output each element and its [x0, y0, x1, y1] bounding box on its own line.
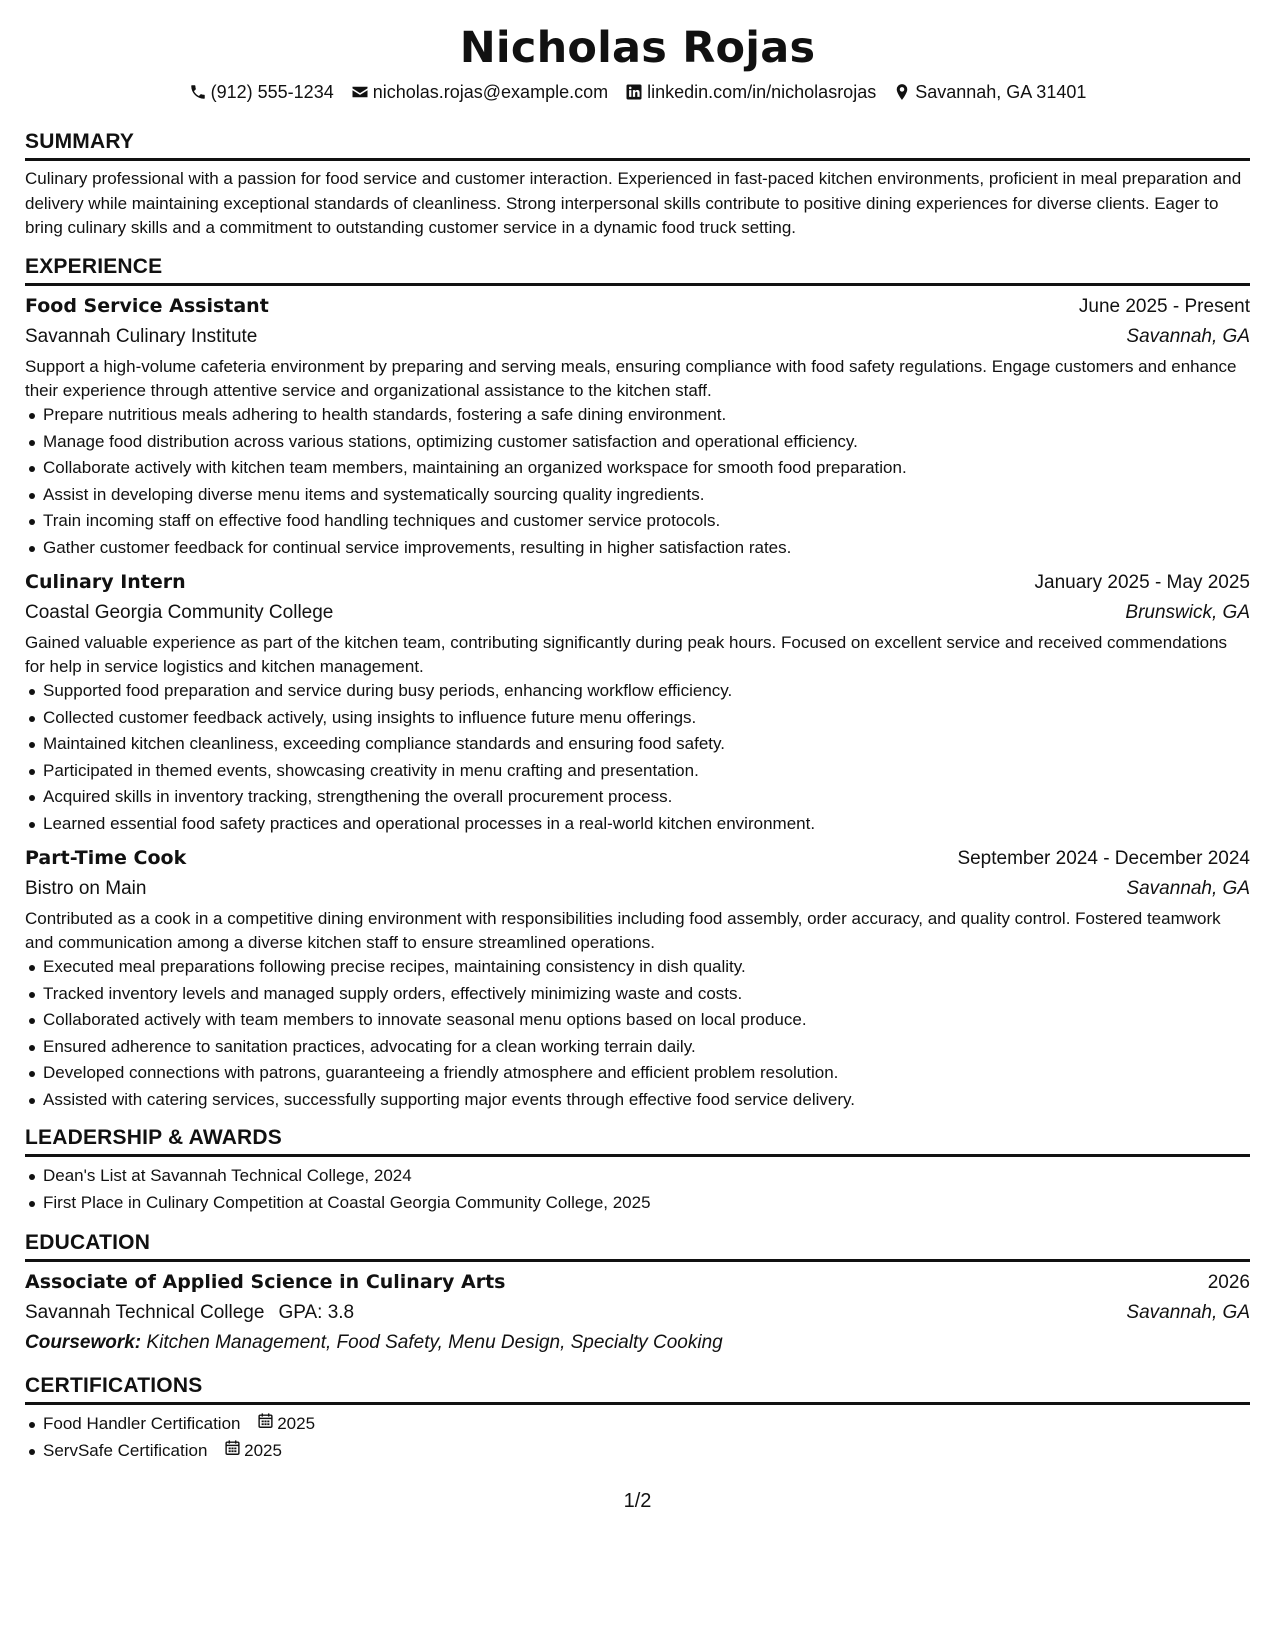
job-dates: September 2024 - December 2024: [957, 848, 1250, 869]
email-link[interactable]: nicholas.rojas@example.com: [372, 82, 609, 102]
job-location: Brunswick, GA: [1125, 602, 1250, 623]
linkedin-link[interactable]: linkedin.com/in/nicholasrojas: [647, 82, 877, 102]
job-bullet-list: [25, 402, 1250, 561]
job-organization: Coastal Georgia Community College: [25, 602, 334, 623]
section-title-summary: SUMMARY: [25, 130, 1250, 161]
section-title-leadership: LEADERSHIP & AWARDS: [25, 1126, 1250, 1157]
coursework-line: [25, 1328, 1250, 1358]
resume-page: [25, 0, 1250, 1460]
job-bullet: Learned essential food safety practices and operational processes in a real-world kitchen environment.: [43, 811, 1250, 838]
candidate-name: Nicholas Rojas: [459, 23, 816, 73]
section-title-experience: EXPERIENCE: [25, 255, 1250, 286]
job-bullet: Tracked inventory levels and managed supply orders, effectively minimizing waste and costs.: [43, 981, 1250, 1008]
map-pin-icon: [893, 83, 911, 101]
linkedin-icon: [625, 83, 643, 101]
calendar-icon: [257, 1411, 274, 1438]
section-title-education: EDUCATION: [25, 1231, 1250, 1262]
job-bullet: Train incoming staff on effective food handling techniques and customer service protocols.: [43, 508, 1250, 535]
job-bullet: Assisted with catering services, successfully supporting major events through effective food service delivery.: [43, 1087, 1250, 1114]
job-bullet: Collaborate actively with kitchen team members, maintaining an organized workspace for smooth food preparation.: [43, 455, 1250, 482]
contact-email[interactable]: [351, 81, 608, 103]
job-title: Culinary Intern: [25, 571, 186, 593]
job-dates: June 2025 - Present: [1078, 296, 1250, 317]
cert-year: 2025: [277, 1414, 316, 1433]
cert-year: 2025: [244, 1440, 282, 1460]
education-section: [25, 1231, 1250, 1358]
coursework-list: Kitchen Management, Food Safety, Menu Design, Specialty Cooking: [146, 1332, 723, 1353]
location-text: Savannah, GA 31401: [915, 82, 1087, 102]
job-bullet: Assist in developing diverse menu items and systematically sourcing quality ingredients.: [43, 482, 1250, 509]
summary-text: Culinary professional with a passion for food service and customer interaction. Experienced in fast-paced kitchen environments, proficient in meal preparation and delivery while maintaining exceptional standards of cleanliness. Strong interpersonal skills contribute to positive dining experiences for diverse clients. Eager to bring culinary skills and a commitment to outstanding customer service in a dynamic food truck setting.: [25, 169, 1242, 237]
job-bullet-list: [25, 678, 1250, 837]
cert-name: Food Handler Certification: [43, 1414, 241, 1433]
job-description: Contributed as a cook in a competitive dining environment with responsibilities including food assembly, order accuracy, and quality control. Fostered teamwork and communication among a diverse kitchen staff to ensure streamlined operations.: [25, 909, 1221, 952]
envelope-icon: [351, 83, 369, 101]
summary-section: [25, 130, 1250, 241]
cert-item: [43, 1438, 1250, 1465]
job-bullet: Maintained kitchen cleanliness, exceeding compliance standards and ensuring food safety.: [43, 731, 1250, 758]
school-name: Savannah Technical College: [25, 1302, 265, 1323]
job-bullet: Gather customer feedback for continual service improvements, resulting in higher satisfaction rates.: [43, 535, 1250, 562]
job-bullet: Collaborated actively with team members to innovate seasonal menu options based on local produce.: [43, 1007, 1250, 1034]
job-bullet: Prepare nutritious meals adhering to health standards, fostering a safe dining environment.: [43, 402, 1250, 429]
degree-title: Associate of Applied Science in Culinary Arts: [25, 1271, 506, 1293]
job-title: Food Service Assistant: [25, 295, 269, 317]
job-organization: Savannah Culinary Institute: [25, 326, 258, 347]
job-location: Savannah, GA: [1126, 326, 1250, 347]
job-title: Part-Time Cook: [25, 847, 187, 869]
phone-icon: [189, 83, 207, 101]
award-item: Dean's List at Savannah Technical College, 2024: [43, 1163, 1250, 1190]
phone-text: (912) 555-1234: [210, 82, 334, 102]
contact-linkedin[interactable]: [625, 81, 876, 103]
job-organization: Bistro on Main: [25, 878, 147, 899]
job-description: Gained valuable experience as part of the kitchen team, contributing significantly during peak hours. Focused on excellent service and received commendations for help in service logistics and kitchen management.: [25, 633, 1228, 676]
cert-date: [224, 1438, 282, 1465]
job-bullet: Participated in themed events, showcasing creativity in menu crafting and presentation.: [43, 758, 1250, 785]
job-dates: January 2025 - May 2025: [1034, 572, 1250, 593]
section-title-certifications: CERTIFICATIONS: [25, 1374, 1250, 1405]
job-location: Savannah, GA: [1126, 878, 1250, 899]
job-bullet: Executed meal preparations following precise recipes, maintaining consistency in dish quality.: [43, 954, 1250, 981]
calendar-icon: [224, 1438, 241, 1465]
job-bullet: Collected customer feedback actively, using insights to influence future menu offerings.: [43, 705, 1250, 732]
job-bullet: Acquired skills in inventory tracking, strengthening the overall procurement process.: [43, 784, 1250, 811]
school-line: [25, 1298, 354, 1328]
job-bullet: Manage food distribution across various stations, optimizing customer satisfaction and operational efficiency.: [43, 429, 1250, 456]
page-number: 1/2: [623, 1490, 652, 1512]
job-bullet: Supported food preparation and service during busy periods, enhancing workflow efficiency.: [43, 678, 1250, 705]
job-bullet-list: [25, 954, 1250, 1113]
certifications-list: [25, 1411, 1250, 1464]
certifications-section: [25, 1374, 1250, 1464]
school-location: Savannah, GA: [1126, 1302, 1250, 1323]
job-description: Support a high-volume cafeteria environment by preparing and serving meals, ensuring compliance with food safety regulations. Engage customers and enhance their experience through attentive service and organizational assistance to the kitchen staff.: [25, 357, 1237, 400]
gpa-text: GPA: 3.8: [278, 1302, 355, 1323]
job-entry: [25, 567, 1250, 837]
leadership-section: [25, 1126, 1250, 1216]
job-bullet: Ensured adherence to sanitation practices, advocating for a clean working terrain daily.: [43, 1034, 1250, 1061]
contact-location: [893, 81, 1086, 103]
job-bullet: Developed connections with patrons, guaranteeing a friendly atmosphere and efficient problem resolution.: [43, 1060, 1250, 1087]
contact-bar: [25, 81, 1250, 103]
cert-date: [257, 1411, 315, 1438]
degree-year: 2026: [1207, 1272, 1250, 1293]
coursework-label: Coursework:: [25, 1332, 142, 1353]
cert-item: [43, 1411, 1250, 1438]
experience-section: [25, 255, 1250, 1113]
contact-phone: [189, 81, 334, 103]
cert-name: ServSafe Certification: [43, 1440, 208, 1460]
award-item: First Place in Culinary Competition at Coastal Georgia Community College, 2025: [43, 1190, 1250, 1217]
job-entry: [25, 843, 1250, 1113]
awards-list: [25, 1163, 1250, 1216]
job-entry: [25, 291, 1250, 561]
